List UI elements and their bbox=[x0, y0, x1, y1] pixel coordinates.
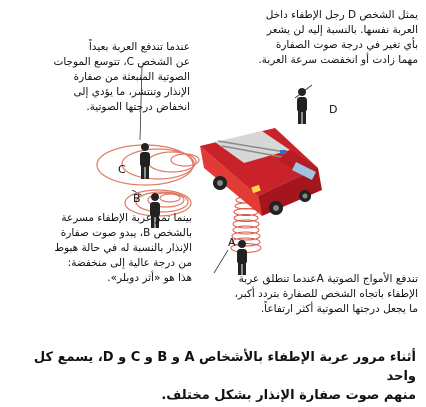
label-b: B bbox=[133, 192, 141, 205]
person-a bbox=[237, 240, 247, 275]
person-c bbox=[140, 143, 150, 179]
figure-caption: أثناء مرور عربة الإطفاء بالأشخاص A و B و C و D، يسمع كل واحد منهم صوت صفارة الإنذار بشكل مختلف. bbox=[33, 350, 416, 403]
person-d bbox=[297, 88, 307, 124]
note-b: بينما تمر عربة الإطفاء مسرعة بالشخص B، يبدو صوت صفارة الإنذار بالنسبة له في حالة هبوط من درجة عالية إلى منخفضة: هذا هو «أثر دوبلر». bbox=[54, 212, 192, 284]
note-d: يمثل الشخص D رجل الإطفاء داخل العربة نفسها. بالنسبة إليه لن يشعر بأي تغير في درجة صوت الصفارة مهما زادت أو انخفضت سرعة العربة. bbox=[258, 9, 418, 66]
note-c: عندما تندفع العربة بعيداً عن الشخص C، تتوسع الموجات الصوتية المنبعثة من صفارة الإنذار وتنتشر، ما يؤدي إلى انخفاض درجتها الصوتية. bbox=[53, 41, 190, 113]
label-a: A bbox=[228, 236, 236, 249]
label-c: C bbox=[118, 163, 126, 176]
note-a: تندفع الأمواج الصوتية Aعندما تنطلق عربة الإطفاء باتجاه الشخص للصفارة بتردد أكبر، ما يجعل درجتها الصوتية أكثر ارتفاعاً. bbox=[234, 273, 418, 315]
fire-truck bbox=[200, 128, 322, 216]
label-d: D bbox=[329, 103, 338, 116]
leader-line-a bbox=[214, 250, 228, 273]
